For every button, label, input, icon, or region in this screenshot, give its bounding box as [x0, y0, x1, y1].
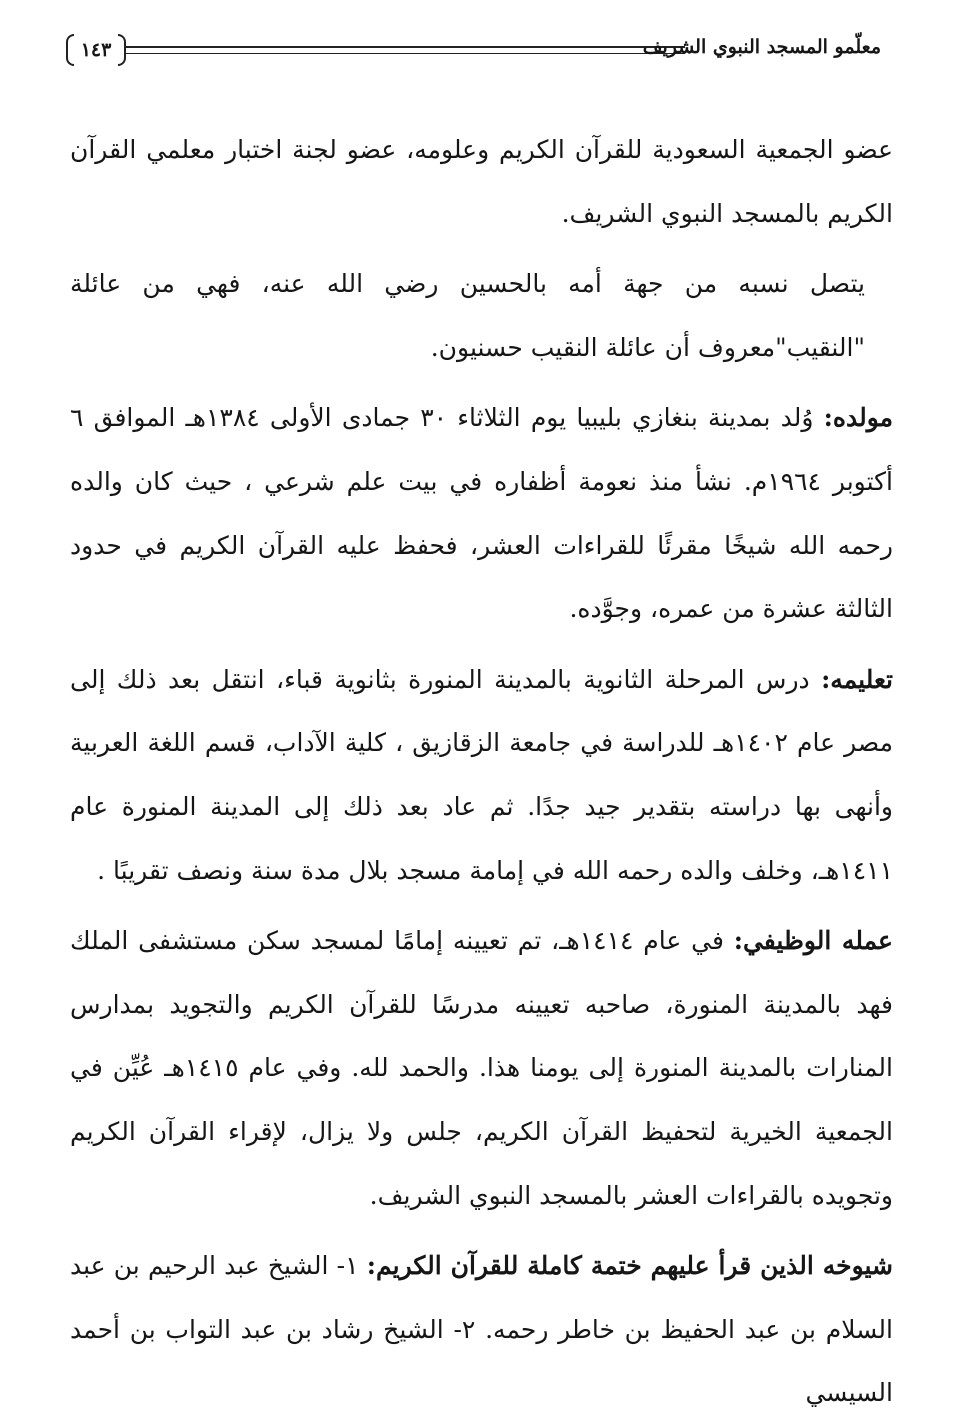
header-rule: [126, 46, 685, 54]
page-header: [66, 30, 881, 70]
paragraph-lead: عمله الوظيفي:: [733, 926, 893, 956]
paragraph-text: يتصل نسبه من جهة أمه بالحسين رضي الله عنه، فهي من عائلة "النقيب"معروف أن عائلة النقيب حسنيون.: [70, 269, 865, 362]
page-number: ١٤٣: [66, 34, 126, 66]
paragraph-membership: [70, 118, 893, 245]
paragraph-lineage: [70, 252, 893, 379]
paragraph-text: وُلد بمدينة بنغازي بليبيا يوم الثلاثاء ٣٠ جمادى الأولى ١٣٨٤هـ الموافق ٦ أكتوبر ١٩٦٤م. نشأ منذ نعومة أظفاره في بيت علم شرعي ، حيث كان والده رحمه الله شيخًا مقرئًا للقراءات العشر، فحفظ عليه القرآن الكريم في حدود الثالثة عشرة من عمره، وجوَّده.: [70, 403, 893, 624]
paragraph-birth: [70, 386, 893, 640]
paragraph-lead: مولده:: [823, 403, 894, 433]
paragraph-lead: تعليمه:: [821, 664, 893, 694]
paragraph-text: ١- الشيخ عبد الرحيم بن عبد السلام بن عبد الحفيظ بن خاطر رحمه. ٢- الشيخ رشاد بن عبد التواب بن أحمد السيسي: [70, 1251, 893, 1408]
paragraph-text: عضو الجمعية السعودية للقرآن الكريم وعلومه، عضو لجنة اختبار معلمي القرآن الكريم بالمسجد النبوي الشريف.: [70, 135, 893, 228]
paragraph-teachers: [70, 1234, 893, 1425]
page-body: [70, 118, 893, 1425]
paragraph-text: درس المرحلة الثانوية بالمدينة المنورة بثانوية قباء، انتقل بعد ذلك إلى مصر عام ١٤٠٢هـ للدراسة في جامعة الزقازيق ، كلية الآداب، قسم اللغة العربية وأنهى بها دراسته بتقدير جيد جدًا. ثم عاد بعد ذلك إلى المدينة المنورة عام ١٤١١هـ، وخلف والده رحمه الله في إمامة مسجد بلال مدة سنة ونصف تقريبًا .: [70, 664, 893, 885]
paragraph-lead: شيوخه الذين قرأ عليهم ختمة كاملة للقرآن الكريم:: [366, 1251, 893, 1281]
paragraph-text: في عام ١٤١٤هـ، تم تعيينه إمامًا لمسجد سكن مستشفى الملك فهد بالمدينة المنورة، صاحبه تعيينه مدرسًا للقرآن الكريم والتجويد بمدارس المنارات بالمدينة المنورة إلى يومنا هذا. والحمد لله. وفي عام ١٤١٥هـ عُيِّن في الجمعية الخيرية لتحفيظ القرآن الكريم، جلس ولا يزال، لإقراء القرآن الكريم وتجويده بالقراءات العشر بالمسجد النبوي الشريف.: [70, 926, 893, 1210]
running-title: معلّمو المسجد النبوي الشريف: [642, 36, 881, 58]
paragraph-career: [70, 909, 893, 1227]
paragraph-education: [70, 648, 893, 902]
